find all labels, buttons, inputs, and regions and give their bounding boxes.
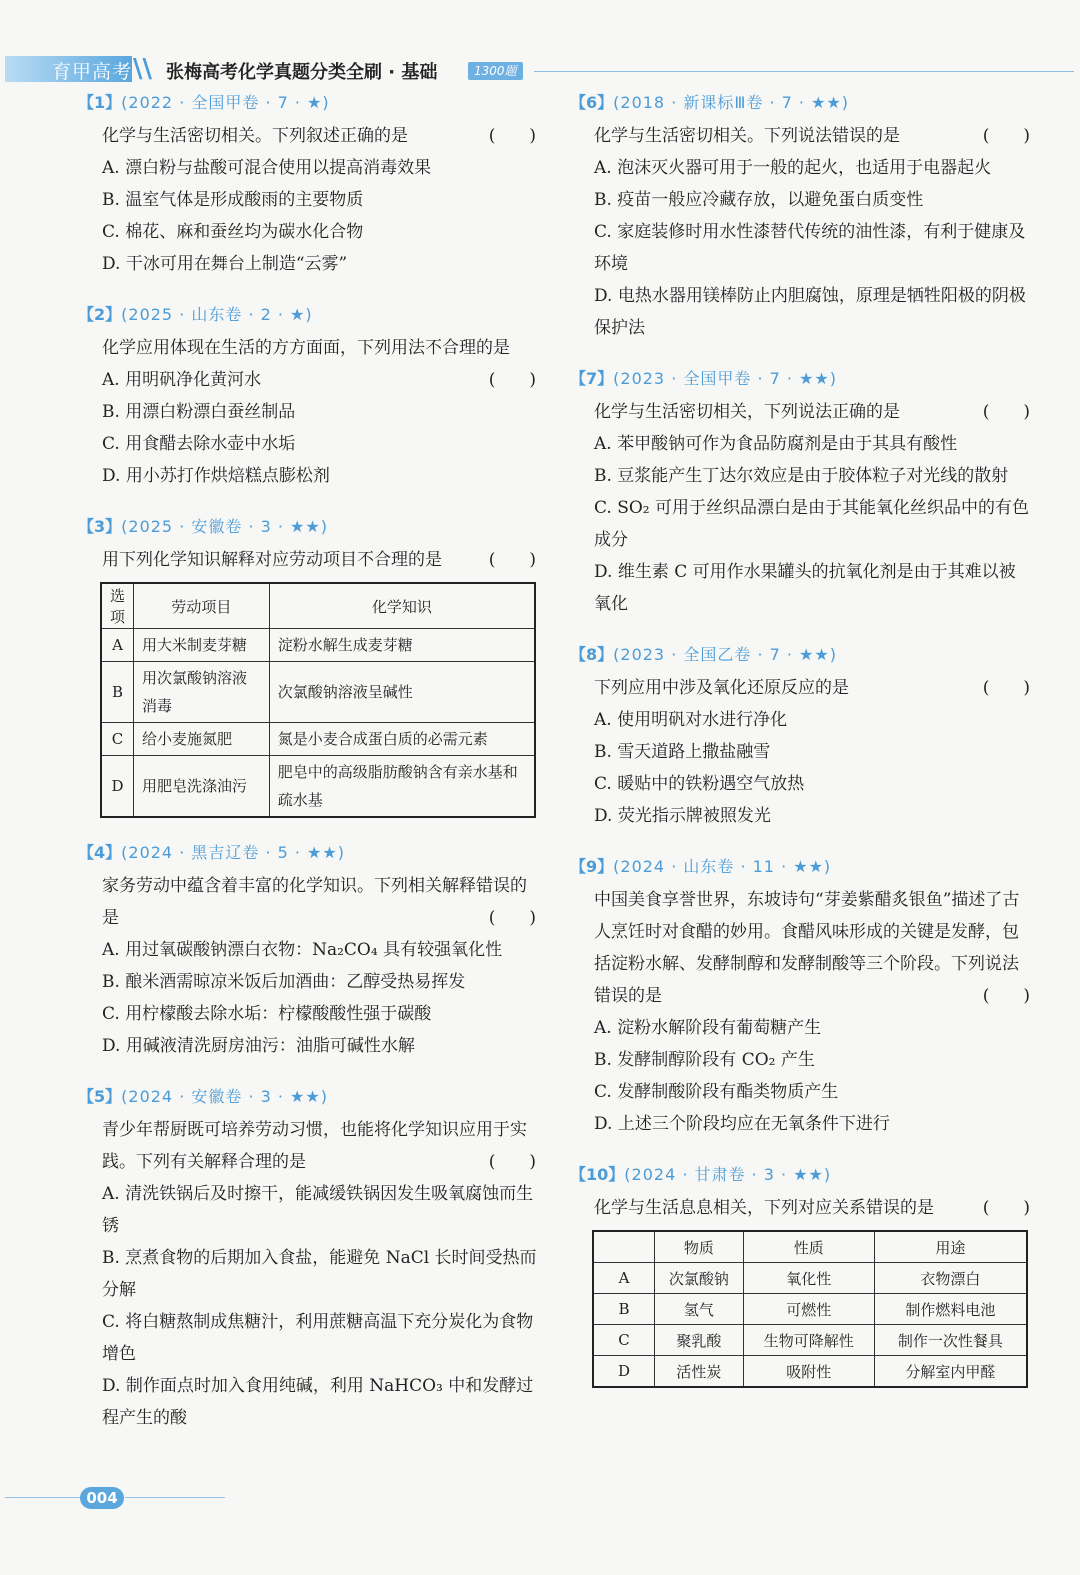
question-source: (2025 · 安徽卷 · 3 · ★★) — [121, 517, 328, 536]
table-header-cell: 物质 — [655, 1231, 744, 1263]
table-header-cell: 选项 — [101, 583, 134, 629]
question-stem: 化学与生活密切相关，下列说法正确的是 ( ) — [570, 396, 1032, 428]
option-d: D. 干冰可用在舞台上制造“云雾” — [102, 254, 348, 274]
table-row — [101, 723, 535, 756]
header-rule — [534, 71, 1074, 72]
table-cell: 氮是小麦合成蛋白质的必需元素 — [269, 723, 535, 756]
answer-blank: ( ) — [488, 126, 536, 146]
question-tag — [78, 302, 538, 328]
table-cell: B — [593, 1294, 655, 1325]
table-cell: 活性炭 — [655, 1356, 744, 1388]
table-cell: A — [101, 629, 134, 662]
answer-blank: ( ) — [982, 678, 1030, 698]
question-number: 【10】 — [570, 1165, 625, 1184]
question-4 — [78, 840, 538, 1062]
option-d: D. 电热水器用镁棒防止内胆腐蚀，原理是牺牲阳极的阴极保护法 — [594, 286, 1026, 338]
option-b: B. 用漂白粉漂白蚕丝制品 — [102, 402, 296, 422]
question-stem: 用下列化学知识解释对应劳动项目不合理的是 ( ) — [78, 544, 538, 576]
table-cell: 分解室内甲醛 — [874, 1356, 1027, 1388]
question-stem: 化学应用体现在生活的方方面面，下列用法不合理的是 ( ) — [78, 332, 538, 364]
question-stem: 化学与生活密切相关。下列叙述正确的是 ( ) — [78, 120, 538, 152]
option-d: D. 上述三个阶段均应在无氧条件下进行 — [594, 1114, 890, 1134]
table-header-row — [101, 583, 535, 629]
left-column — [78, 90, 538, 1456]
table-row — [593, 1356, 1027, 1388]
table-cell: 用肥皂洗涤油污 — [134, 756, 270, 818]
table-cell: 淀粉水解生成麦芽糖 — [269, 629, 535, 662]
option-b: B. 烹煮食物的后期加入食盐，能避免 NaCl 长时间受热而分解 — [102, 1248, 537, 1300]
option-c: C. 发酵制酸阶段有酯类物质产生 — [594, 1082, 839, 1102]
table-row — [593, 1294, 1027, 1325]
question-table — [100, 582, 536, 818]
option-a: A. 淀粉水解阶段有葡萄糖产生 — [594, 1018, 822, 1038]
question-number: 【5】 — [78, 1087, 122, 1106]
table-cell: A — [593, 1263, 655, 1294]
question-8 — [570, 642, 1032, 832]
option-a: A. 清洗铁锅后及时擦干，能减缓铁锅因发生吸氧腐蚀而生锈 — [102, 1184, 534, 1236]
header-slash-icon: \\ — [133, 54, 152, 84]
table-cell: 给小麦施氮肥 — [134, 723, 270, 756]
question-7 — [570, 366, 1032, 620]
question-tag — [78, 840, 538, 866]
question-stem: 家务劳动中蕴含着丰富的化学知识。下列相关解释错误的是 ( ) — [78, 870, 538, 934]
table-cell: D — [593, 1356, 655, 1388]
question-stem: 青少年帮厨既可培养劳动习惯，也能将化学知识应用于实践。下列有关解释合理的是 ( ) — [78, 1114, 538, 1178]
table-cell: 用大米制麦芽糖 — [134, 629, 270, 662]
question-tag — [570, 854, 1032, 880]
question-source: (2022 · 全国甲卷 · 7 · ★) — [121, 93, 330, 112]
option-c: C. 用柠檬酸去除水垢：柠檬酸酸性强于碳酸 — [102, 1004, 432, 1024]
table-header-cell: 用途 — [874, 1231, 1027, 1263]
question-number: 【3】 — [78, 517, 122, 536]
answer-blank: ( ) — [488, 550, 536, 570]
question-source: (2024 · 黑吉辽卷 · 5 · ★★) — [121, 843, 345, 862]
question-tag — [570, 642, 1032, 668]
question-number: 【1】 — [78, 93, 122, 112]
table-row — [101, 629, 535, 662]
question-tag — [570, 1162, 1032, 1188]
question-5 — [78, 1084, 538, 1434]
option-b: B. 温室气体是形成酸雨的主要物质 — [102, 190, 364, 210]
question-number: 【6】 — [570, 93, 614, 112]
option-b: B. 酿米酒需晾凉米饭后加酒曲：乙醇受热易挥发 — [102, 972, 466, 992]
table-header-cell: 性质 — [743, 1231, 874, 1263]
table-cell: C — [101, 723, 134, 756]
table-row — [593, 1263, 1027, 1294]
table-cell: 次氯酸钠溶液呈碱性 — [269, 662, 535, 723]
table-header-row — [593, 1231, 1027, 1263]
question-10 — [570, 1162, 1032, 1388]
table-cell: 氧化性 — [743, 1263, 874, 1294]
footer-rule-left — [5, 1497, 85, 1498]
option-b: B. 雪天道路上撒盐融雪 — [594, 742, 771, 762]
right-column — [570, 90, 1032, 1410]
table-row — [593, 1325, 1027, 1356]
answer-blank: ( ) — [982, 402, 1030, 422]
question-1 — [78, 90, 538, 280]
option-c: C. 将白糖熬制成焦糖汁，利用蔗糖高温下充分炭化为食物增色 — [102, 1312, 534, 1364]
table-cell: 吸附性 — [743, 1356, 874, 1388]
answer-blank: ( ) — [982, 986, 1030, 1006]
option-d: D. 用碱液清洗厨房油污：油脂可碱性水解 — [102, 1036, 415, 1056]
table-cell: 氢气 — [655, 1294, 744, 1325]
option-d: D. 荧光指示牌被照发光 — [594, 806, 771, 826]
question-source: (2025 · 山东卷 · 2 · ★) — [121, 305, 313, 324]
question-source: (2024 · 安徽卷 · 3 · ★★) — [121, 1087, 328, 1106]
question-tag — [78, 1084, 538, 1110]
option-a: A. 用过氧碳酸钠漂白衣物：Na₂CO₄ 具有较强氧化性 — [102, 940, 503, 960]
table-cell: C — [593, 1325, 655, 1356]
option-c: C. SO₂ 可用于丝织品漂白是由于其能氧化丝织品中的有色成分 — [594, 498, 1030, 550]
option-b: B. 发酵制醇阶段有 CO₂ 产生 — [594, 1050, 815, 1070]
option-d: D. 维生素 C 可用作水果罐头的抗氧化剂是由于其难以被氧化 — [594, 562, 1016, 614]
table-row — [101, 662, 535, 723]
table-cell: 次氯酸钠 — [655, 1263, 744, 1294]
table-cell: 可燃性 — [743, 1294, 874, 1325]
option-a: A. 苯甲酸钠可作为食品防腐剂是由于其具有酸性 — [594, 434, 958, 454]
question-source: (2018 · 新课标Ⅲ卷 · 7 · ★★) — [613, 93, 850, 112]
question-source: (2023 · 全国甲卷 · 7 · ★★) — [613, 369, 837, 388]
question-tag — [570, 90, 1032, 116]
answer-blank: ( ) — [488, 908, 536, 928]
option-a: A. 泡沫灭火器可用于一般的起火，也适用于电器起火 — [594, 158, 992, 178]
question-6 — [570, 90, 1032, 344]
table-cell: 用次氯酸钠溶液消毒 — [134, 662, 270, 723]
question-source: (2024 · 甘肃卷 · 3 · ★★) — [624, 1165, 832, 1184]
question-9 — [570, 854, 1032, 1140]
table-cell: 肥皂中的高级脂肪酸钠含有亲水基和疏水基 — [269, 756, 535, 818]
option-b: B. 疫苗一般应冷藏存放，以避免蛋白质变性 — [594, 190, 924, 210]
question-number: 【9】 — [570, 857, 614, 876]
table-cell: D — [101, 756, 134, 818]
header-title: 张梅高考化学真题分类全刷 · 基础 — [166, 62, 438, 83]
question-stem: 化学与生活息息相关，下列对应关系错误的是 ( ) — [570, 1192, 1032, 1224]
question-number: 【2】 — [78, 305, 122, 324]
option-c: C. 棉花、麻和蚕丝均为碳水化合物 — [102, 222, 364, 242]
question-tag — [78, 514, 538, 540]
question-3 — [78, 514, 538, 818]
option-c: C. 暖贴中的铁粉遇空气放热 — [594, 774, 805, 794]
header-brand: 育甲高考 — [52, 61, 133, 83]
footer-rule-right — [125, 1497, 225, 1498]
answer-blank: ( ) — [982, 126, 1030, 146]
table-cell: 生物可降解性 — [743, 1325, 874, 1356]
table-cell: 聚乳酸 — [655, 1325, 744, 1356]
question-stem: 下列应用中涉及氧化还原反应的是 ( ) — [570, 672, 1032, 704]
option-a: A. 使用明矾对水进行净化 — [594, 710, 788, 730]
option-c: C. 用食醋去除水壶中水垢 — [102, 434, 296, 454]
table-header-cell: 化学知识 — [269, 583, 535, 629]
question-number: 【4】 — [78, 843, 122, 862]
question-number: 【8】 — [570, 645, 614, 664]
page-number: 004 — [80, 1487, 124, 1509]
answer-blank: ( ) — [982, 1198, 1030, 1218]
question-stem: 中国美食享誉世界，东坡诗句“芽姜紫醋炙银鱼”描述了古人烹饪时对食醋的妙用。食醋风味形成的关键是发酵，包括淀粉水解、发酵制醇和发酵制酸等三个阶段。下列说法错误的是 ( ) — [570, 884, 1032, 1012]
table-cell: B — [101, 662, 134, 723]
option-b: B. 豆浆能产生丁达尔效应是由于胶体粒子对光线的散射 — [594, 466, 1009, 486]
answer-blank: ( ) — [488, 1152, 536, 1172]
table-header-cell: 劳动项目 — [134, 583, 270, 629]
question-table — [592, 1230, 1028, 1388]
table-cell: 制作一次性餐具 — [874, 1325, 1027, 1356]
option-c: C. 家庭装修时用水性漆替代传统的油性漆，有利于健康及环境 — [594, 222, 1026, 274]
table-cell: 衣物漂白 — [874, 1263, 1027, 1294]
option-d: D. 用小苏打作烘焙糕点膨松剂 — [102, 466, 330, 486]
question-source: (2024 · 山东卷 · 11 · ★★) — [613, 857, 832, 876]
option-a: A. 用明矾净化黄河水 — [102, 370, 262, 390]
option-a: A. 漂白粉与盐酸可混合使用以提高消毒效果 — [102, 158, 432, 178]
answer-blank: ( ) — [488, 370, 536, 390]
question-tag — [78, 90, 538, 116]
table-cell: 制作燃料电池 — [874, 1294, 1027, 1325]
question-number: 【7】 — [570, 369, 614, 388]
option-d: D. 制作面点时加入食用纯碱，利用 NaHCO₃ 中和发酵过程产生的酸 — [102, 1376, 534, 1428]
table-header-cell — [593, 1231, 655, 1263]
question-2 — [78, 302, 538, 492]
question-tag — [570, 366, 1032, 392]
question-stem: 化学与生活密切相关。下列说法错误的是 ( ) — [570, 120, 1032, 152]
table-row — [101, 756, 535, 818]
question-source: (2023 · 全国乙卷 · 7 · ★★) — [613, 645, 837, 664]
header-badge: 1300题 — [468, 62, 523, 80]
